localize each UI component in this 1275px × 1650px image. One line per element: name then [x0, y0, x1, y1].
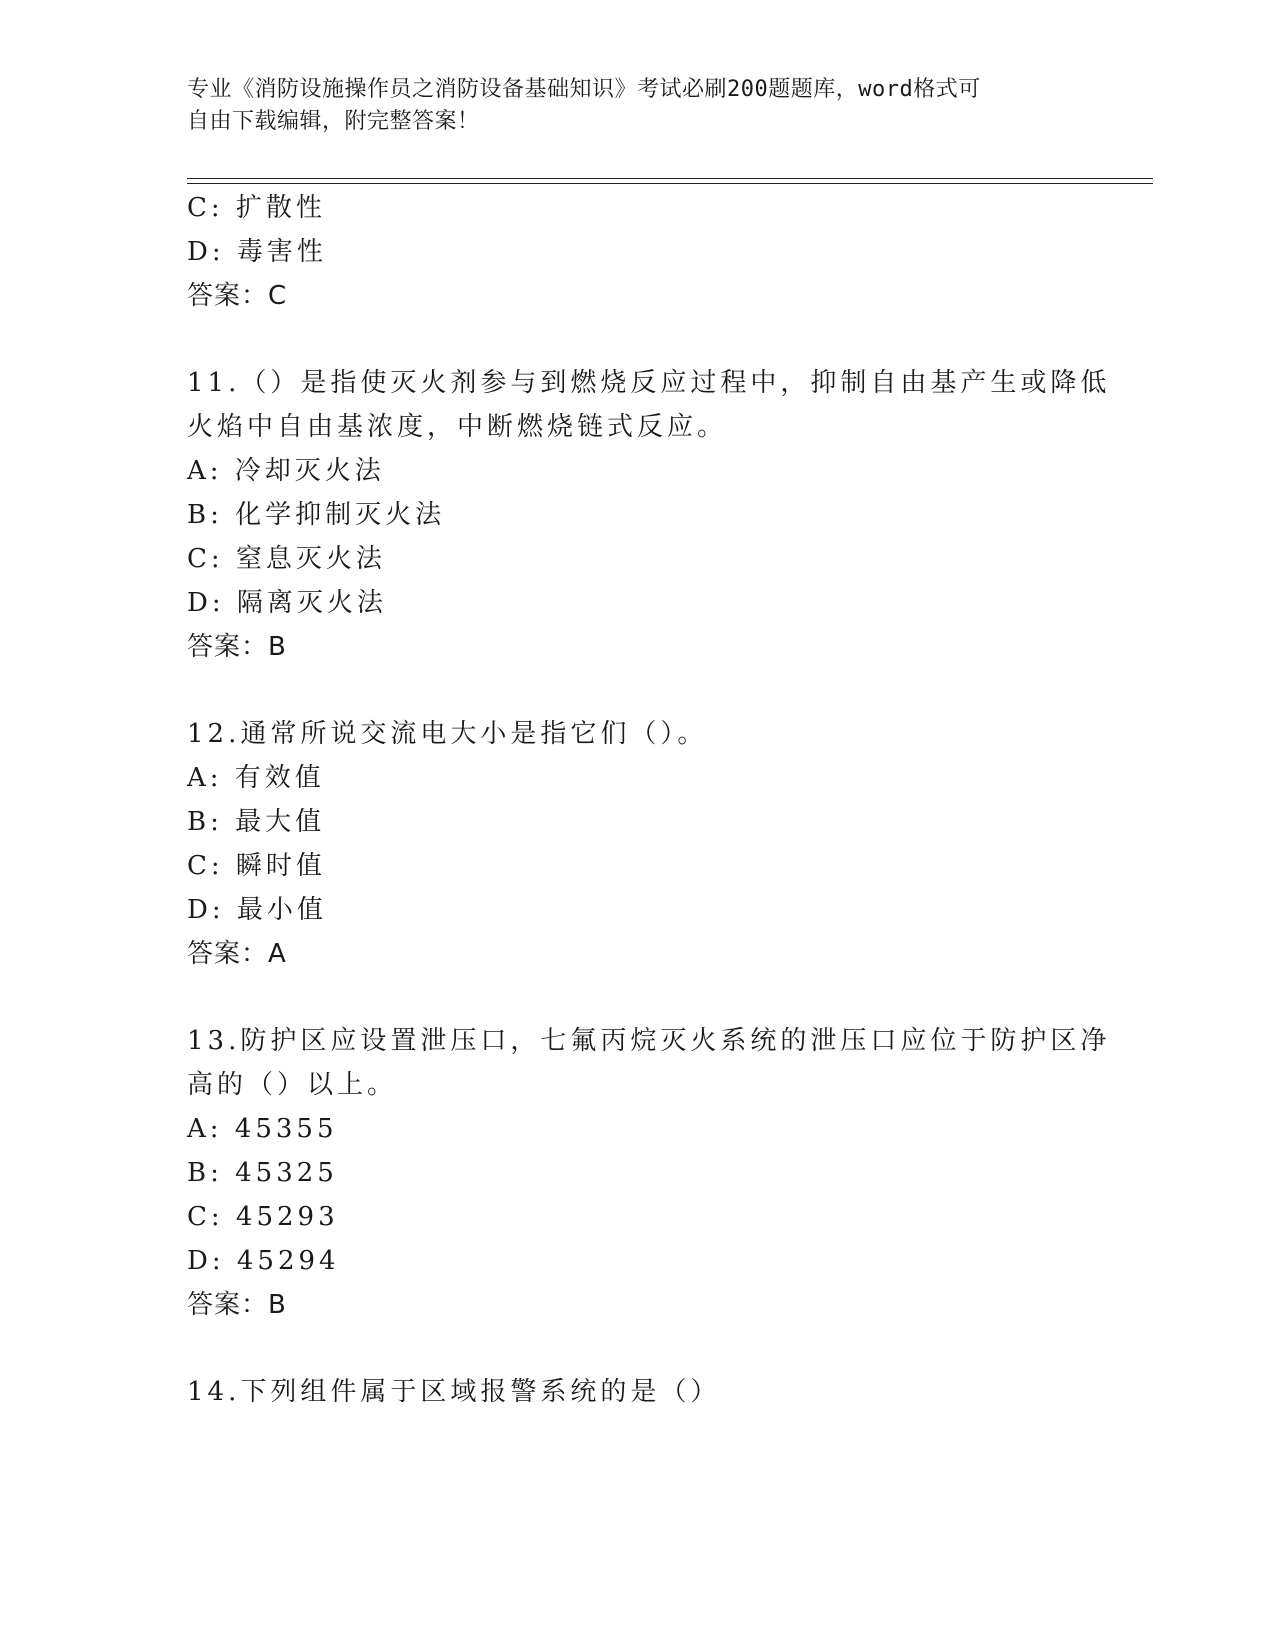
q11-option-a: A: 冷却灭火法 — [187, 456, 385, 486]
q12-option-a: A: 有效值 — [187, 763, 325, 793]
q11-stem-line-2: 火焰中自由基浓度，中断燃烧链式反应。 — [187, 412, 728, 442]
q12-option-b: B: 最大值 — [187, 807, 326, 837]
q11-option-b: B: 化学抑制灭火法 — [187, 500, 446, 530]
q11-stem-line-1: 11.（）是指使灭火剂参与到燃烧反应过程中，抑制自由基产生或降低 — [187, 368, 1111, 398]
q13-option-d: D: 45294 — [187, 1246, 340, 1276]
document-header — [187, 74, 1087, 138]
q10-option-c: C: 扩散性 — [187, 193, 326, 223]
q11-option-d: D: 隔离灭火法 — [187, 588, 387, 618]
header-line-1: 专业《消防设施操作员之消防设备基础知识》考试必刷200题题库，word格式可 — [187, 77, 981, 102]
q11-answer: 答案：B — [187, 632, 287, 662]
q10-answer: 答案：C — [187, 281, 288, 311]
q13-option-a: A: 45355 — [187, 1114, 338, 1144]
q13-answer: 答案：B — [187, 1290, 287, 1320]
q14-stem-line-1: 14.下列组件属于区域报警系统的是（） — [187, 1377, 721, 1407]
header-divider-top — [187, 178, 1153, 179]
header-line-2: 自由下载编辑，附完整答案！ — [187, 109, 480, 134]
q12-answer: 答案：A — [187, 939, 287, 969]
q10-option-d: D: 毒害性 — [187, 237, 327, 267]
q13-stem-line-1: 13.防护区应设置泄压口，七氟丙烷灭火系统的泄压口应位于防护区净 — [187, 1026, 1111, 1056]
q11-option-c: C: 窒息灭火法 — [187, 544, 386, 574]
q13-option-b: B: 45325 — [187, 1158, 338, 1188]
header-divider-bottom — [187, 183, 1153, 184]
q13-option-c: C: 45293 — [187, 1202, 339, 1232]
q12-option-c: C: 瞬时值 — [187, 851, 326, 881]
q12-stem-line-1: 12.通常所说交流电大小是指它们（）。 — [187, 719, 708, 749]
q13-stem-line-2: 高的（）以上。 — [187, 1070, 398, 1100]
q12-option-d: D: 最小值 — [187, 895, 327, 925]
